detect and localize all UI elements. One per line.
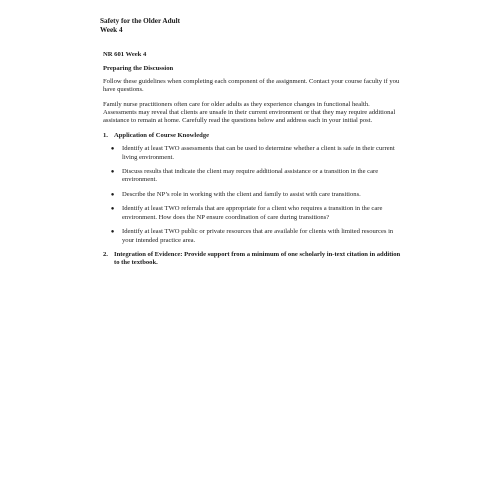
course-code: NR 601 Week 4	[103, 51, 147, 58]
list-item	[103, 205, 403, 222]
document-subtitle: Week 4	[100, 25, 123, 34]
context-paragraph: Family nurse practitioners often care for older adults as they experience changes in functional health. Assessments may reveal that clients are unsafe in their current environment or that they may require additional assistance to remain at home. Carefully read the questions below and address each in your initial post.	[103, 100, 396, 125]
intro-paragraph: Follow these guidelines when completing each component of the assignment. Contact your course faculty if you have questions.	[103, 77, 400, 94]
item-number: 2.	[103, 250, 108, 258]
section-heading: Preparing the Discussion	[103, 65, 174, 73]
bullet-icon: ●	[110, 229, 115, 236]
list-item-text: Identify at least TWO assessments that can be used to determine whether a client is safe in their current living environment.	[122, 145, 395, 161]
item-title: Integration of Evidence: Provide support from a minimum of one scholarly in-text citation in addition to the textbook.	[114, 250, 401, 267]
list-item-text: Describe the NP’s role in working with the client and family to assist with care transitions.	[122, 190, 361, 198]
numbered-item-2	[103, 251, 403, 268]
bullet-icon: ●	[110, 146, 115, 153]
list-item	[103, 145, 403, 162]
list-item	[103, 228, 403, 245]
bullet-icon: ●	[110, 206, 115, 213]
list-item-text: Identify at least TWO referrals that are appropriate for a client who requires a transition in the care environment. How does the NP ensure coordination of care during transitions?	[122, 205, 383, 221]
bullet-list	[103, 145, 403, 245]
item-title: Application of Course Knowledge	[114, 131, 210, 139]
numbered-item-1	[103, 132, 403, 140]
list-item	[103, 191, 403, 199]
list-item-text: Discuss results that indicate the client may require additional assistance or a transition in the care environment.	[122, 168, 379, 184]
document-body	[103, 51, 403, 272]
document-header	[100, 17, 180, 34]
bullet-icon: ●	[110, 191, 115, 198]
bullet-icon: ●	[110, 169, 115, 176]
item-number: 1.	[103, 131, 108, 139]
list-item-text: Identify at least TWO public or private resources that are available for clients with limited resources in your intended practice area.	[122, 228, 394, 244]
document-title: Safety for the Older Adult	[100, 17, 180, 25]
list-item	[103, 168, 403, 185]
